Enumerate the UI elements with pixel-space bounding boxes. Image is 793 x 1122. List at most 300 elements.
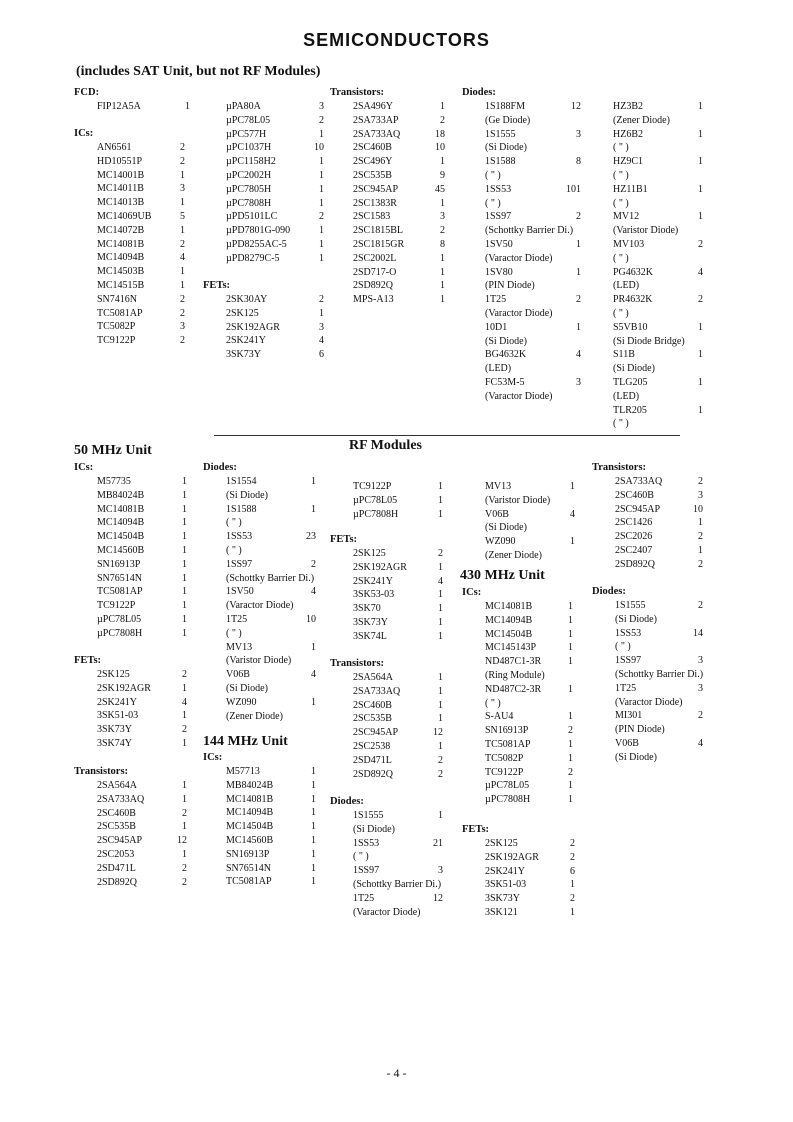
part-quantity: 2 <box>182 876 187 888</box>
part-name: ( " ) <box>485 697 501 709</box>
part-quantity: 1 <box>319 169 324 181</box>
part-name: 2SK125 <box>353 548 386 559</box>
list-item <box>97 696 187 710</box>
section-50mhz-title: 50 MHz Unit <box>74 443 152 458</box>
part-quantity: 1 <box>698 376 703 388</box>
list-item <box>97 251 185 265</box>
part-name: 1SS53 <box>226 531 253 543</box>
part-name: MC14094B <box>97 517 145 529</box>
part-name: 2SA733AP <box>353 114 399 126</box>
part-name: MC14503B <box>97 266 145 278</box>
part-name: 1SS97 <box>485 211 512 223</box>
list-item <box>613 238 703 252</box>
part-quantity: 10 <box>435 142 445 154</box>
list-item <box>97 489 187 503</box>
part-name: 3SK73Y <box>485 893 521 905</box>
list-item <box>485 335 581 349</box>
part-quantity: 2 <box>698 531 703 543</box>
part-name: (LED) <box>613 280 640 292</box>
part-quantity: 1 <box>311 834 316 846</box>
part-quantity: 1 <box>698 211 703 223</box>
part-name: 2SK192AGR <box>353 561 407 573</box>
diodes-50-header: Diodes: <box>203 462 237 473</box>
part-quantity: 1 <box>182 531 187 543</box>
list-item <box>485 266 581 280</box>
diodes-header: Diodes: <box>462 87 496 98</box>
part-quantity: 1 <box>438 630 443 642</box>
part-quantity: 2 <box>438 548 443 559</box>
list-item <box>97 293 185 307</box>
list-item <box>97 862 187 876</box>
part-name: PG4632K <box>613 266 654 278</box>
list-item <box>353 508 443 522</box>
list-item <box>97 737 187 751</box>
list-item <box>353 685 443 699</box>
part-name: (Zener Diode) <box>226 710 283 722</box>
part-name: MPS-A13 <box>353 294 394 306</box>
list-item <box>226 210 324 224</box>
part-name: 2SK125 <box>485 838 518 849</box>
part-name: MC14001B <box>97 169 145 181</box>
part-quantity: 10 <box>693 503 703 515</box>
part-quantity: 1 <box>182 613 187 625</box>
part-quantity: 8 <box>576 156 581 168</box>
part-quantity: 1 <box>568 794 573 806</box>
list-item <box>485 155 581 169</box>
transistors-50-header: Transistors: <box>74 766 129 777</box>
part-quantity: 2 <box>182 724 187 736</box>
part-quantity: 2 <box>438 768 443 780</box>
part-name: 2SC496Y <box>353 156 393 168</box>
part-name: 3SK121 <box>485 906 518 918</box>
part-name: 1S1555 <box>615 600 646 611</box>
part-name: (Varactor Diode) <box>615 696 683 708</box>
list-item <box>485 293 581 307</box>
part-quantity: 1 <box>438 481 443 492</box>
part-name: 2SD892Q <box>97 876 138 888</box>
part-name: MC14011B <box>97 183 144 195</box>
part-name: 3SK53-03 <box>353 589 395 601</box>
part-quantity: 3 <box>438 865 443 877</box>
list-item <box>97 599 187 613</box>
part-name: 1SS53 <box>485 183 512 195</box>
part-quantity: 1 <box>311 696 316 708</box>
list-item <box>97 627 187 641</box>
list-item <box>97 834 187 848</box>
list-item <box>226 765 316 779</box>
part-name: 2SK125 <box>226 307 259 319</box>
list-item <box>353 169 445 183</box>
part-name: SN16913P <box>226 848 270 860</box>
list-item <box>97 475 187 489</box>
part-name: ( " ) <box>615 641 631 653</box>
part-name: µPC577H <box>226 128 267 140</box>
part-quantity: 4 <box>698 737 703 749</box>
part-quantity: 2 <box>319 114 324 126</box>
part-name: (PIN Diode) <box>615 724 665 736</box>
list-item <box>485 892 575 906</box>
part-name: 2SC2026 <box>615 531 653 543</box>
part-name: (Schottky Barrier Di.) <box>485 225 574 237</box>
list-item <box>613 224 703 238</box>
list-item <box>615 696 703 710</box>
list-item <box>485 614 573 628</box>
part-quantity: 2 <box>182 862 187 874</box>
part-name: TC9122P <box>485 766 524 778</box>
part-name: MC14504B <box>485 628 533 640</box>
part-quantity: 1 <box>438 740 443 752</box>
part-name: MC14081B <box>97 503 145 515</box>
diodes-right-header: Diodes: <box>592 586 626 597</box>
part-name: ( " ) <box>613 418 629 430</box>
rf-ics-list <box>353 480 443 521</box>
part-name: 2SC1383R <box>353 197 397 209</box>
part-quantity: 1 <box>568 642 573 654</box>
part-quantity: 3 <box>698 655 703 667</box>
ics-list <box>97 141 185 348</box>
part-quantity: 3 <box>319 321 324 333</box>
part-quantity: 4 <box>182 696 187 708</box>
part-quantity: 6 <box>319 349 324 361</box>
diodes-list-2 <box>613 100 703 431</box>
part-name: SN16913P <box>97 558 141 570</box>
list-item <box>226 307 324 321</box>
part-quantity: 1 <box>182 572 187 584</box>
part-quantity: 4 <box>698 266 703 278</box>
list-item <box>485 600 573 614</box>
part-name: µPD8279C-5 <box>226 252 280 264</box>
list-item <box>353 224 445 238</box>
part-name: 1S1555 <box>353 810 384 821</box>
part-name: (Varactor Diode) <box>485 390 553 402</box>
part-name: TC5081AP <box>97 586 143 598</box>
part-name: 1T25 <box>615 682 637 694</box>
part-name: SN76514N <box>226 862 272 874</box>
list-item <box>353 279 445 293</box>
part-name: µPC1158H2 <box>226 156 276 168</box>
transistors-header: Transistors: <box>330 87 385 98</box>
part-name: 1S1554 <box>226 476 257 487</box>
list-item <box>485 779 573 793</box>
list-item <box>485 793 573 807</box>
part-name: (Si Diode) <box>615 751 657 763</box>
list-item <box>226 197 324 211</box>
list-item <box>226 238 324 252</box>
part-name: (Varactor Diode) <box>353 906 421 918</box>
part-name: HZ9C1 <box>613 156 643 168</box>
list-item <box>485 321 581 335</box>
list-item <box>485 878 575 892</box>
part-name: TLR205 <box>613 404 647 416</box>
list-item <box>485 669 573 683</box>
part-name: MC14094B <box>226 807 274 819</box>
list-item <box>353 183 445 197</box>
fets-header: FETs: <box>203 280 231 291</box>
list-item <box>226 489 316 503</box>
part-quantity: 1 <box>182 558 187 570</box>
part-quantity: 4 <box>438 575 443 587</box>
part-quantity: 3 <box>698 489 703 501</box>
part-name: (Ge Diode) <box>485 114 531 126</box>
part-name: V06B <box>485 508 509 520</box>
part-name: MC145143P <box>485 642 537 654</box>
list-item <box>226 627 316 641</box>
fcd-list <box>97 100 190 114</box>
list-item <box>353 602 443 616</box>
list-item <box>353 837 443 851</box>
list-item <box>353 740 443 754</box>
part-quantity: 2 <box>440 225 445 237</box>
part-name: 1SV80 <box>485 266 513 278</box>
fcd-header: FCD: <box>74 87 100 98</box>
part-quantity: 1 <box>568 780 573 792</box>
list-item <box>615 654 703 668</box>
part-name: 2SC535B <box>353 713 392 725</box>
part-quantity: 4 <box>180 252 185 264</box>
part-name: HZ3B2 <box>613 101 643 112</box>
list-item <box>485 210 581 224</box>
part-name: S5VB10 <box>613 321 648 333</box>
list-item <box>485 279 581 293</box>
part-name: 2SC2002L <box>353 252 397 264</box>
list-item <box>485 641 573 655</box>
list-item <box>226 558 316 572</box>
part-quantity: 3 <box>319 101 324 112</box>
list-item <box>353 547 443 561</box>
part-quantity: 10 <box>306 613 316 625</box>
list-item <box>613 417 703 431</box>
part-quantity: 1 <box>311 779 316 791</box>
list-item <box>97 876 187 890</box>
part-quantity: 3 <box>576 376 581 388</box>
part-quantity: 1 <box>698 544 703 556</box>
list-item <box>615 723 703 737</box>
part-name: ( " ) <box>613 197 629 209</box>
part-quantity: 1 <box>182 517 187 529</box>
list-item <box>97 572 187 586</box>
list-item <box>615 737 703 751</box>
list-item <box>485 655 573 669</box>
part-name: HD10551P <box>97 155 143 167</box>
list-item <box>485 238 581 252</box>
part-name: ( " ) <box>485 197 501 209</box>
part-quantity: 9 <box>440 169 445 181</box>
list-item <box>97 141 185 155</box>
part-name: 2SC460B <box>615 489 654 501</box>
part-name: 1SV50 <box>485 238 513 250</box>
list-item <box>97 585 187 599</box>
part-name: MV13 <box>226 641 253 653</box>
part-name: 3SK51-03 <box>485 879 527 891</box>
part-quantity: 1 <box>311 848 316 860</box>
list-item <box>485 865 575 879</box>
list-item <box>485 480 575 494</box>
list-item <box>353 561 443 575</box>
part-name: SN7416N <box>97 293 138 305</box>
list-item <box>226 710 316 724</box>
part-name: BG4632K <box>485 349 527 361</box>
part-name: (Si Diode) <box>615 613 657 625</box>
page-subtitle: (includes SAT Unit, but not RF Modules) <box>76 64 321 79</box>
part-name: 2SC1815GR <box>353 238 405 250</box>
part-quantity: 1 <box>698 156 703 168</box>
list-item <box>615 640 703 654</box>
part-name: 3SK73Y <box>97 724 133 736</box>
part-name: 2SA496Y <box>353 101 394 112</box>
fets-rf-header: FETs: <box>330 534 358 545</box>
part-name: S11B <box>613 349 635 361</box>
part-name: (Si Diode) <box>485 335 527 347</box>
part-quantity: 1 <box>182 627 187 639</box>
part-name: WZ090 <box>226 696 257 708</box>
part-name: (LED) <box>485 363 512 375</box>
part-quantity: 1 <box>180 224 185 236</box>
list-item <box>353 252 445 266</box>
part-quantity: 1 <box>440 294 445 306</box>
part-name: 10D1 <box>485 321 508 333</box>
ics-50-list <box>97 475 187 641</box>
list-item <box>353 210 445 224</box>
part-name: PR4632K <box>613 294 653 306</box>
part-quantity: 1 <box>438 589 443 601</box>
list-item <box>226 862 316 876</box>
list-item <box>226 503 316 517</box>
part-quantity: 1 <box>568 656 573 668</box>
part-name: HZ11B1 <box>613 183 648 195</box>
list-item <box>353 155 445 169</box>
part-name: TC9122P <box>353 481 392 492</box>
part-quantity: 1 <box>182 821 187 833</box>
part-name: (Schottky Barrier Di.) <box>353 878 442 890</box>
list-item <box>97 530 187 544</box>
part-quantity: 45 <box>435 183 445 195</box>
part-name: MC14094B <box>485 614 533 626</box>
part-name: V06B <box>226 669 250 681</box>
part-name: 2SK192AGR <box>97 682 151 694</box>
part-quantity: 12 <box>433 892 443 904</box>
part-name: MV13 <box>485 481 512 492</box>
list-item <box>485 252 581 266</box>
list-item <box>613 376 703 390</box>
list-item <box>226 654 316 668</box>
list-item <box>226 806 316 820</box>
list-item <box>613 210 703 224</box>
list-item <box>97 279 185 293</box>
list-item <box>485 348 581 362</box>
part-name: (Varistor Diode) <box>485 494 551 506</box>
part-name: 2SC945AP <box>353 727 399 739</box>
list-item <box>97 613 187 627</box>
part-name: TC5081AP <box>97 307 143 319</box>
part-quantity: 3 <box>440 211 445 223</box>
part-quantity: 1 <box>311 766 316 777</box>
part-name: 2SA733AQ <box>353 128 401 140</box>
ics-144-list <box>226 765 316 889</box>
list-item <box>97 709 187 723</box>
part-name: MV103 <box>613 238 645 250</box>
page-number: - 4 - <box>386 1066 407 1080</box>
part-name: 2SA564A <box>97 780 138 791</box>
part-quantity: 1 <box>438 561 443 573</box>
part-name: TC5082P <box>485 752 524 764</box>
part-name: MC14081B <box>97 238 145 250</box>
part-name: 2SC460B <box>353 142 392 154</box>
list-item <box>226 224 324 238</box>
list-item <box>485 390 581 404</box>
part-quantity: 1 <box>182 780 187 791</box>
section-rf-title: RF Modules <box>349 438 422 453</box>
part-name: 1S1588 <box>485 156 516 168</box>
part-quantity: 1 <box>568 752 573 764</box>
part-name: 2SK30AY <box>226 294 268 305</box>
part-name: (Si Diode) <box>353 823 395 835</box>
list-item <box>353 850 443 864</box>
part-name: MC14013B <box>97 197 145 209</box>
part-quantity: 1 <box>440 280 445 292</box>
part-name: 2SK241Y <box>97 696 138 708</box>
list-item <box>613 128 703 142</box>
part-name: 2SC1815BL <box>353 225 404 237</box>
part-quantity: 1 <box>698 183 703 195</box>
list-item <box>353 878 443 892</box>
part-name: µPC78L05 <box>97 613 142 625</box>
part-name: 2SD717-O <box>353 266 397 278</box>
part-name: FIP12A5A <box>97 101 141 112</box>
part-name: 2SK192AGR <box>226 321 280 333</box>
part-name: 2SK241Y <box>485 865 526 877</box>
part-name: TC5081AP <box>485 738 531 750</box>
list-item <box>97 544 187 558</box>
list-item <box>353 494 443 508</box>
part-quantity: 1 <box>440 156 445 168</box>
part-name: (Ring Module) <box>485 669 545 681</box>
part-name: 1SS53 <box>615 627 642 639</box>
part-quantity: 2 <box>698 600 703 611</box>
part-quantity: 1 <box>319 307 324 319</box>
list-item <box>485 851 575 865</box>
list-item <box>485 724 573 738</box>
list-item <box>485 710 573 724</box>
list-item <box>226 128 324 142</box>
list-item <box>485 376 581 390</box>
part-name: MC14081B <box>485 601 533 612</box>
part-name: ( " ) <box>613 169 629 181</box>
part-name: (Schottky Barrier Di.) <box>226 572 315 584</box>
part-name: (Varactor Diode) <box>485 252 553 264</box>
part-quantity: 1 <box>570 536 575 548</box>
part-quantity: 1 <box>182 710 187 722</box>
part-name: (Si Diode) <box>613 363 655 375</box>
part-name: 2SC1583 <box>353 211 391 223</box>
part-name: (Varistor Diode) <box>226 655 292 667</box>
part-quantity: 12 <box>177 835 187 847</box>
part-name: SN16913P <box>485 725 529 737</box>
part-name: FC53M-5 <box>485 376 525 388</box>
part-quantity: 4 <box>570 508 575 520</box>
list-item <box>613 348 703 362</box>
list-item <box>613 114 703 128</box>
part-quantity: 2 <box>182 669 187 680</box>
part-quantity: 2 <box>568 766 573 778</box>
list-item <box>353 754 443 768</box>
part-quantity: 2 <box>438 754 443 766</box>
section-430mhz-title: 430 MHz Unit <box>460 568 545 583</box>
part-quantity: 1 <box>182 600 187 612</box>
transistors-right-header: Transistors: <box>592 462 647 473</box>
part-name: 2SD892Q <box>353 768 394 780</box>
list-item <box>353 768 443 782</box>
part-name: MV12 <box>613 211 640 223</box>
